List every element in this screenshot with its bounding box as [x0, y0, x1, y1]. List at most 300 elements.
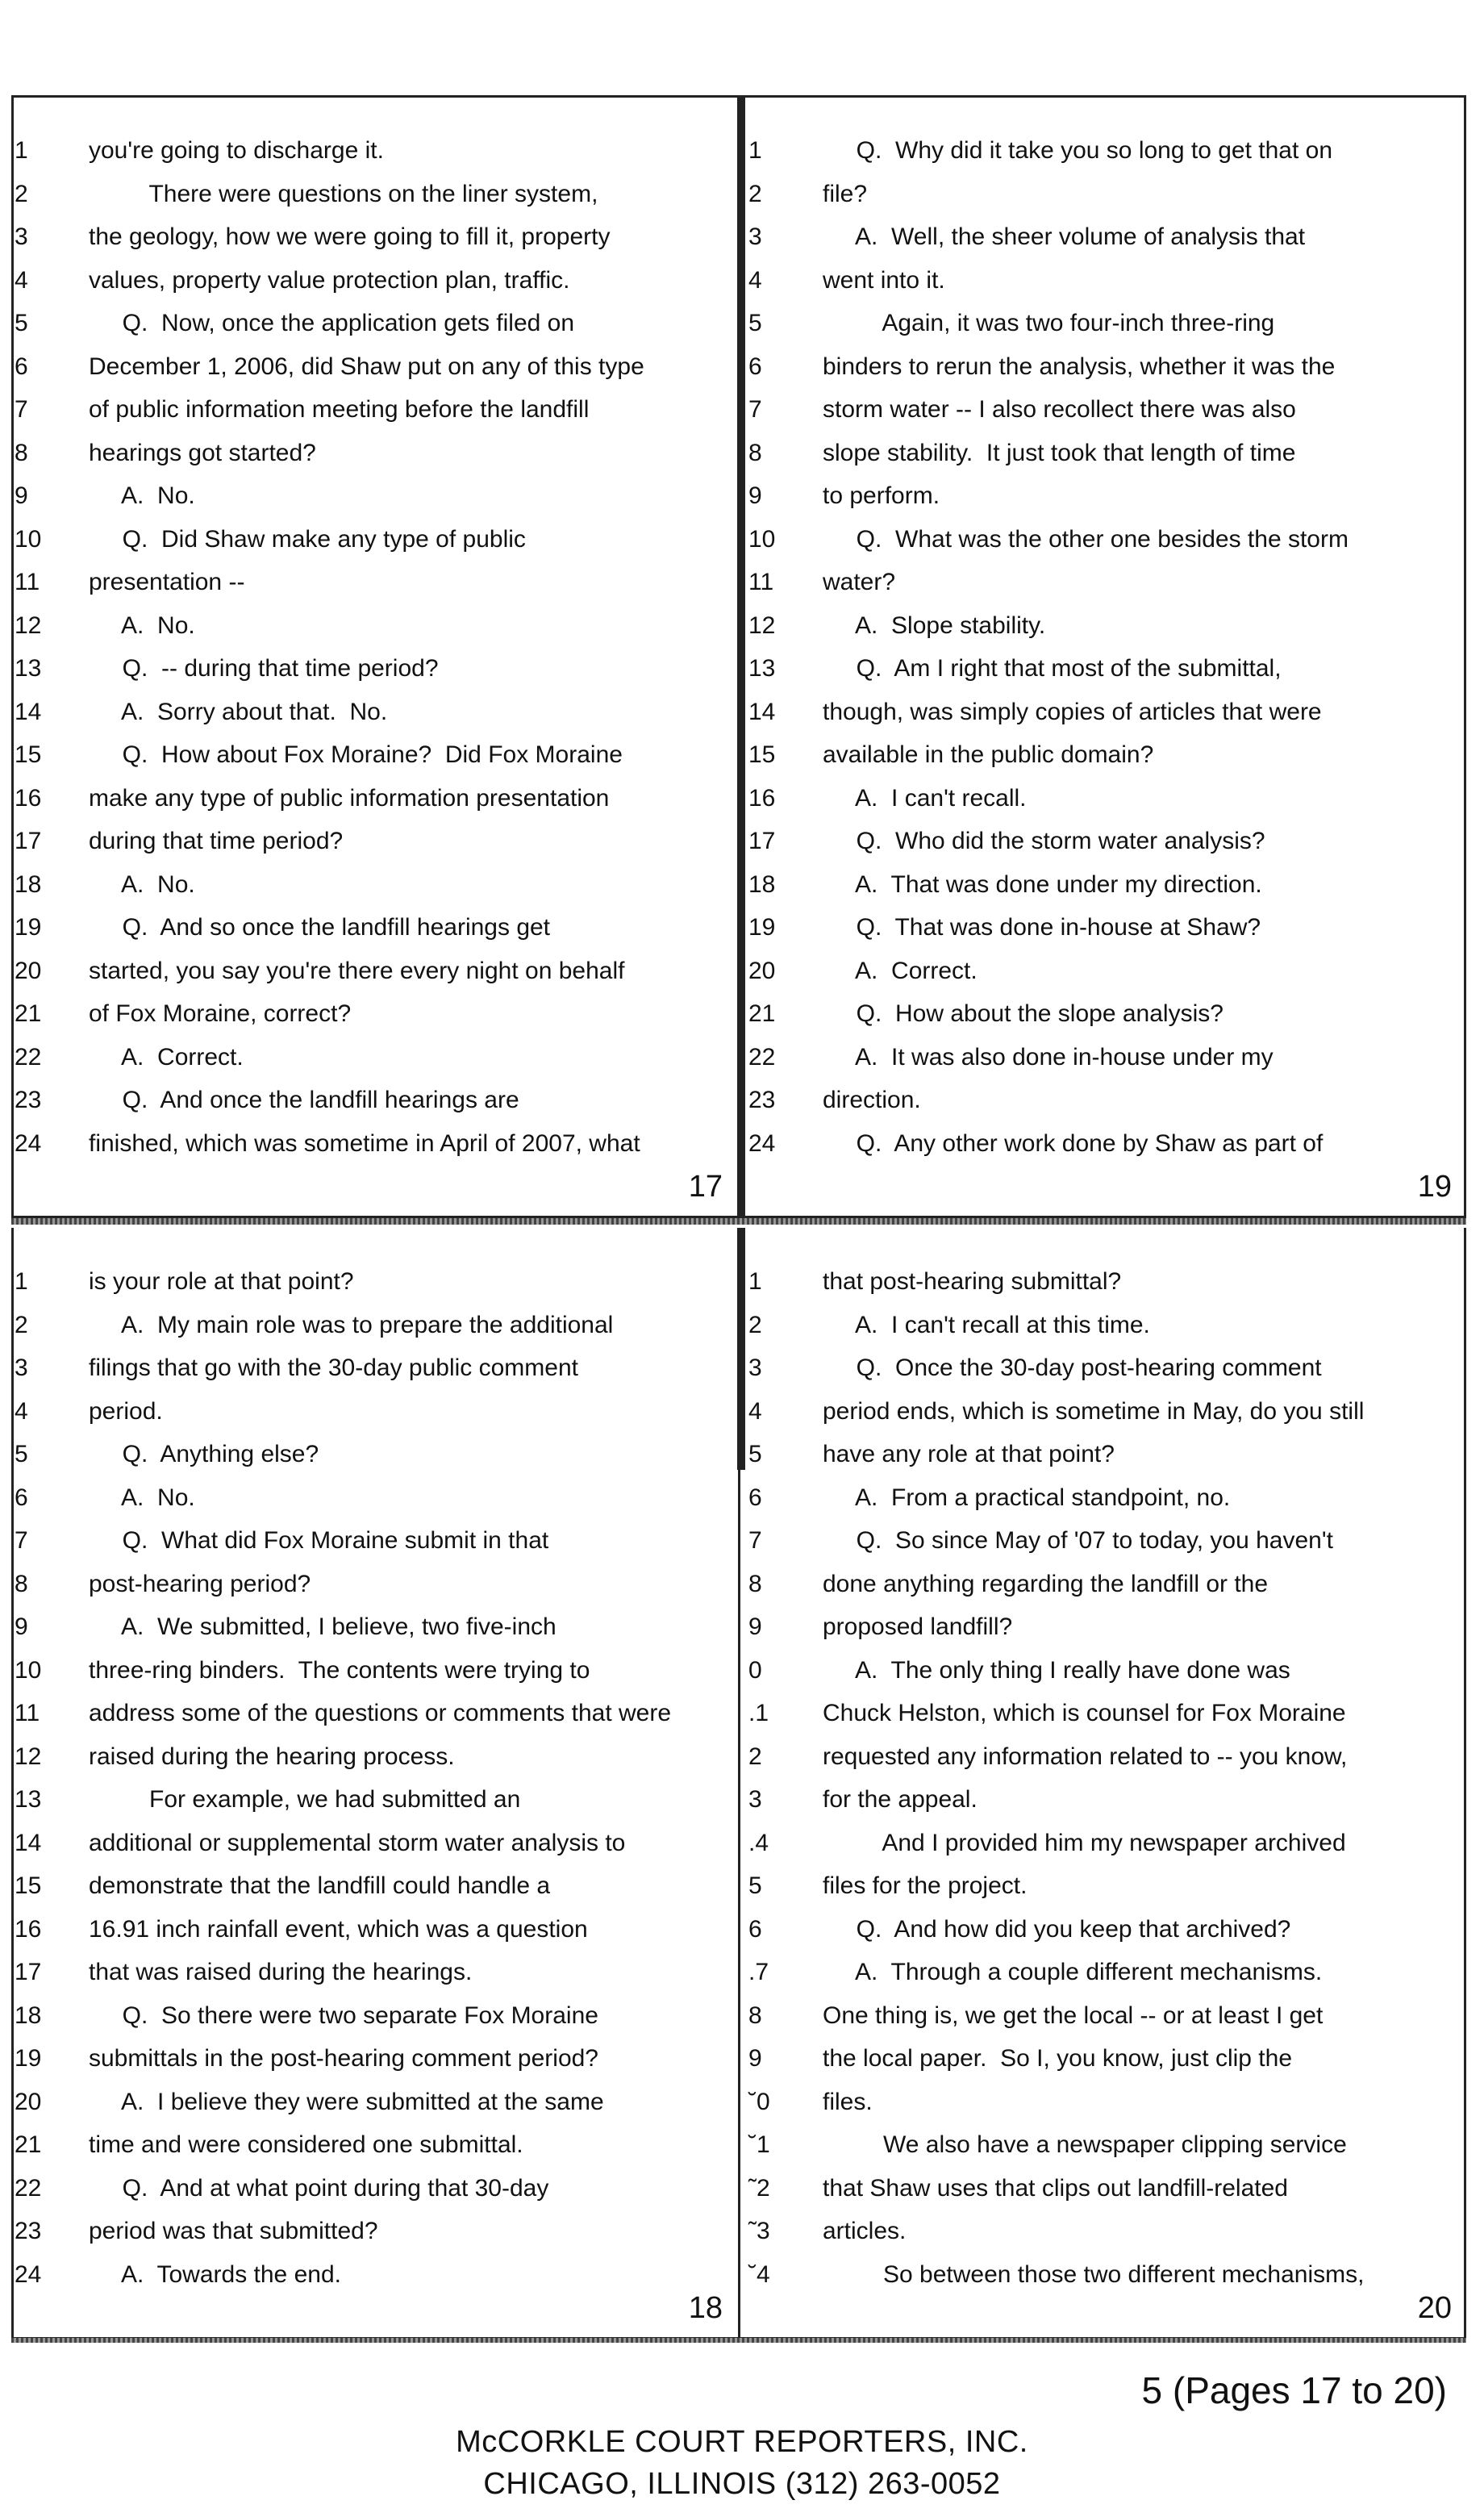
transcript-line — [745, 2210, 1466, 2253]
transcript-line — [11, 518, 737, 561]
line-number: 15 — [15, 1872, 42, 1899]
line-text: Q. And how did you keep that archived? — [823, 1915, 1291, 1943]
page-number: 18 — [688, 2291, 723, 2325]
line-number: 12 — [748, 612, 776, 639]
transcript-line — [745, 2253, 1466, 2297]
transcript-line — [11, 2210, 737, 2253]
line-number: 20 — [15, 957, 42, 984]
line-text: A. No. — [89, 1484, 195, 1511]
line-number: 17 — [748, 828, 776, 854]
line-text: that Shaw uses that clips out landfill-related — [823, 2174, 1288, 2202]
line-text: period ends, which is sometime in May, do you still — [823, 1397, 1365, 1425]
line-text: A. From a practical standpoint, no. — [823, 1484, 1231, 1511]
line-text: slope stability. It just took that length of time — [823, 439, 1296, 466]
line-number: 13 — [15, 655, 42, 682]
transcript-line — [11, 820, 737, 863]
transcript-line — [745, 950, 1466, 993]
line-text: file? — [823, 180, 868, 207]
transcript-line — [11, 950, 737, 993]
transcript-line — [11, 173, 737, 216]
line-number: ˘4 — [748, 2260, 770, 2288]
line-number: ˘1 — [748, 2131, 770, 2158]
line-text: raised during the hearing process. — [89, 1743, 455, 1770]
line-number: 17 — [15, 828, 42, 854]
line-number: 19 — [748, 914, 776, 941]
line-number: 1 — [15, 137, 28, 164]
line-number: 1 — [15, 1268, 28, 1295]
line-number: 22 — [15, 2174, 42, 2202]
line-text: Q. And at what point during that 30-day — [89, 2174, 549, 2202]
line-number: 6 — [15, 1484, 28, 1511]
transcript-line — [745, 1260, 1466, 1304]
line-number: ˘0 — [748, 2088, 770, 2115]
transcript-line — [745, 820, 1466, 863]
transcript-line — [11, 1951, 737, 1994]
transcript-line — [745, 2167, 1466, 2210]
line-text: period. — [89, 1397, 163, 1425]
line-text: A. I can't recall at this time. — [823, 1311, 1150, 1338]
line-text: make any type of public information presentation — [89, 784, 610, 812]
line-text: Q. Anything else? — [89, 1441, 319, 1467]
line-text: A. The only thing I really have done was — [823, 1656, 1290, 1684]
line-number: .1 — [748, 1700, 769, 1726]
transcript-line — [745, 691, 1466, 734]
line-text: files. — [823, 2088, 873, 2115]
transcript-line — [745, 1563, 1466, 1606]
line-number: 6 — [748, 1915, 762, 1943]
line-number: 18 — [15, 2001, 42, 2029]
line-number: 4 — [748, 266, 762, 294]
transcript-line — [745, 1864, 1466, 1908]
transcript-line — [11, 388, 737, 432]
line-text: Q. That was done in-house at Shaw? — [823, 914, 1261, 941]
line-text: of Fox Moraine, correct? — [89, 1000, 352, 1027]
transcript-line — [11, 777, 737, 820]
transcript-line — [745, 1822, 1466, 1865]
transcript-line — [745, 561, 1466, 604]
firm-name: McCORKLE COURT REPORTERS, INC. — [456, 2425, 1028, 2459]
transcript-line — [745, 1778, 1466, 1822]
transcript-page-18 — [11, 1260, 737, 2341]
pages-range-label: 5 (Pages 17 to 20) — [1141, 2369, 1447, 2411]
line-number: 2 — [15, 180, 28, 207]
transcript-line — [11, 1390, 737, 1434]
line-text: A. No. — [89, 870, 195, 898]
transcript-line — [11, 1778, 737, 1822]
transcript-line — [745, 906, 1466, 950]
transcript-line — [11, 2081, 737, 2124]
transcript-line — [745, 518, 1466, 561]
line-text: Again, it was two four-inch three-ring — [823, 310, 1275, 336]
line-number: 5 — [748, 1872, 762, 1899]
line-number: 23 — [748, 1087, 776, 1113]
line-number: 9 — [15, 482, 28, 509]
line-text: presentation -- — [89, 569, 245, 595]
line-number: 18 — [748, 870, 776, 898]
transcript-line — [11, 691, 737, 734]
line-number: 8 — [15, 1570, 28, 1597]
line-number: 6 — [15, 353, 28, 380]
line-text: We also have a newspaper clipping service — [823, 2131, 1347, 2158]
line-text: binders to rerun the analysis, whether it was the — [823, 353, 1336, 380]
line-text: A. My main role was to prepare the additional — [89, 1311, 614, 1338]
bottom-gutter-rule — [737, 1228, 745, 1470]
line-number: .4 — [748, 1829, 769, 1856]
line-text: For example, we had submitted an — [89, 1786, 521, 1813]
transcript-line — [11, 1563, 737, 1606]
transcript-line — [745, 1951, 1466, 1994]
line-text: the local paper. So I, you know, just clip the — [823, 2045, 1293, 2072]
line-text: articles. — [823, 2218, 907, 2244]
transcript-line — [11, 2037, 737, 2081]
line-text: post-hearing period? — [89, 1570, 311, 1597]
transcript-line — [745, 474, 1466, 518]
line-number: 11 — [748, 569, 774, 595]
line-text: files for the project. — [823, 1872, 1028, 1899]
line-text: A. I believe they were submitted at the same — [89, 2088, 604, 2115]
transcript-line — [745, 1692, 1466, 1735]
line-text: A. Well, the sheer volume of analysis that — [823, 223, 1306, 250]
transcript-line — [745, 1304, 1466, 1347]
line-text: A. Sorry about that. No. — [89, 698, 388, 725]
transcript-line — [11, 1304, 737, 1347]
line-text: address some of the questions or comments that were — [89, 1700, 672, 1726]
line-text: submittals in the post-hearing comment period? — [89, 2045, 598, 2072]
transcript-line — [11, 1735, 737, 1779]
line-text: Q. How about Fox Moraine? Did Fox Moraine — [89, 741, 623, 768]
line-text: period was that submitted? — [89, 2218, 378, 2244]
line-text: Chuck Helston, which is counsel for Fox Moraine — [823, 1700, 1346, 1726]
transcript-line — [11, 259, 737, 303]
transcript-line — [745, 215, 1466, 259]
line-number: 7 — [15, 396, 28, 423]
transcript-line — [745, 302, 1466, 345]
transcript-line — [11, 1346, 737, 1390]
line-number: 16 — [15, 1915, 42, 1943]
line-text: Q. So since May of '07 to today, you haven't — [823, 1527, 1333, 1554]
line-text: though, was simply copies of articles that were — [823, 698, 1322, 725]
transcript-line — [11, 432, 737, 475]
transcript-line — [11, 1605, 737, 1649]
line-text: Q. Why did it take you so long to get that on — [823, 137, 1333, 164]
transcript-line — [745, 2037, 1466, 2081]
transcript-line — [745, 863, 1466, 907]
line-text: 16.91 inch rainfall event, which was a question — [89, 1915, 588, 1943]
line-text: Q. Once the 30-day post-hearing comment — [823, 1355, 1322, 1381]
line-text: Q. Am I right that most of the submittal, — [823, 655, 1282, 682]
transcript-page-17 — [11, 129, 737, 1218]
transcript-line — [11, 1036, 737, 1079]
line-text: additional or supplemental storm water analysis to — [89, 1829, 626, 1856]
line-text: demonstrate that the landfill could handle a — [89, 1872, 551, 1899]
line-text: Q. And so once the landfill hearings get — [89, 914, 551, 941]
line-number: 8 — [748, 439, 762, 466]
transcript-line — [11, 1079, 737, 1122]
transcript-line — [11, 906, 737, 950]
line-number: 5 — [15, 310, 28, 336]
line-number: 3 — [15, 223, 28, 250]
transcript-line — [745, 1079, 1466, 1122]
line-number: 10 — [748, 525, 776, 553]
transcript-page-19 — [745, 129, 1466, 1218]
transcript-line — [11, 1864, 737, 1908]
line-number: 4 — [15, 266, 28, 294]
transcript-line — [11, 474, 737, 518]
transcript-line — [745, 992, 1466, 1036]
line-text: you're going to discharge it. — [89, 137, 384, 164]
line-number: 13 — [15, 1786, 42, 1813]
transcript-line — [11, 345, 737, 389]
line-text: available in the public domain? — [823, 741, 1154, 768]
line-text: started, you say you're there every night on behalf — [89, 957, 625, 984]
line-text: So between those two different mechanisms, — [823, 2260, 1365, 2288]
line-number: 1 — [748, 1268, 762, 1295]
transcript-line — [745, 777, 1466, 820]
transcript-line — [11, 1519, 737, 1563]
line-number: 21 — [15, 2131, 42, 2158]
transcript-line — [11, 215, 737, 259]
line-text: went into it. — [823, 266, 945, 294]
line-text: A. It was also done in-house under my — [823, 1043, 1273, 1071]
line-text: water? — [823, 569, 896, 595]
line-number: 10 — [15, 525, 42, 553]
transcript-line — [11, 1649, 737, 1693]
line-number: 8 — [748, 2001, 762, 2029]
line-text: hearings got started? — [89, 439, 316, 466]
line-number: 14 — [15, 1829, 42, 1856]
line-number: 2 — [748, 1743, 762, 1770]
line-number: 21 — [748, 1000, 776, 1027]
transcript-line — [745, 1476, 1466, 1520]
line-number: 1 — [748, 137, 762, 164]
line-number: 2 — [15, 1311, 28, 1338]
line-number: ˜2 — [748, 2174, 770, 2202]
line-number: 3 — [748, 1355, 762, 1381]
transcript-line — [745, 1036, 1466, 1079]
line-text: is your role at that point? — [89, 1268, 354, 1295]
line-number: ˜3 — [748, 2218, 770, 2244]
transcript-page-20 — [745, 1260, 1466, 2341]
line-text: A. Towards the end. — [89, 2260, 341, 2288]
line-number: 4 — [748, 1397, 762, 1425]
transcript-line — [11, 2253, 737, 2297]
line-text: A. No. — [89, 612, 195, 639]
line-number: 9 — [748, 482, 762, 509]
top-gutter-rule — [737, 95, 745, 1218]
transcript-line — [11, 647, 737, 691]
line-text: proposed landfill? — [823, 1613, 1013, 1640]
transcript-line — [745, 1605, 1466, 1649]
transcript-line — [11, 604, 737, 648]
transcript-line — [11, 2123, 737, 2167]
line-number: 15 — [15, 741, 42, 768]
line-text: direction. — [823, 1087, 921, 1113]
transcript-line — [11, 129, 737, 173]
line-number: 22 — [15, 1043, 42, 1071]
line-text: Q. Did Shaw make any type of public — [89, 525, 526, 553]
transcript-line — [11, 1476, 737, 1520]
line-text: done anything regarding the landfill or the — [823, 1570, 1269, 1597]
transcript-line — [745, 173, 1466, 216]
line-number: 7 — [15, 1527, 28, 1554]
line-text: There were questions on the liner system, — [89, 180, 598, 207]
line-number: 19 — [15, 2045, 42, 2072]
transcript-line — [11, 1122, 737, 1166]
page-number: 20 — [1417, 2291, 1452, 2325]
line-number: 0 — [748, 1656, 762, 1684]
line-number: 12 — [15, 1743, 42, 1770]
line-text: Q. Any other work done by Shaw as part of — [823, 1129, 1324, 1157]
line-number: 14 — [748, 698, 776, 725]
firm-address: CHICAGO, ILLINOIS (312) 263-0052 — [483, 2467, 1001, 2501]
line-number: 13 — [748, 655, 776, 682]
line-text: of public information meeting before the landfill — [89, 396, 590, 423]
line-number: 6 — [748, 1484, 762, 1511]
line-text: A. Correct. — [89, 1043, 244, 1071]
line-number: 2 — [748, 1311, 762, 1338]
line-text: time and were considered one submittal. — [89, 2131, 523, 2158]
transcript-line — [745, 345, 1466, 389]
transcript-line — [11, 1994, 737, 2038]
line-text: finished, which was sometime in April of 2007, what — [89, 1129, 640, 1157]
line-text: to perform. — [823, 482, 940, 509]
line-number: 11 — [15, 569, 40, 595]
line-number: 5 — [15, 1441, 28, 1467]
line-number: 24 — [748, 1129, 776, 1157]
transcript-line — [11, 1908, 737, 1951]
line-number: .7 — [748, 1959, 769, 1985]
line-text: A. Slope stability. — [823, 612, 1046, 639]
transcript-line — [745, 432, 1466, 475]
transcript-line — [745, 2123, 1466, 2167]
line-text: that post-hearing submittal? — [823, 1268, 1122, 1295]
line-text: Q. Who did the storm water analysis? — [823, 828, 1265, 854]
line-number: 7 — [748, 1527, 762, 1554]
line-text: values, property value protection plan, traffic. — [89, 266, 570, 294]
line-number: 10 — [15, 1656, 42, 1684]
transcript-line — [745, 1433, 1466, 1476]
line-number: 15 — [748, 741, 776, 768]
transcript-line — [745, 604, 1466, 648]
line-number: 3 — [748, 1786, 762, 1813]
transcript-line — [745, 1122, 1466, 1166]
line-number: 9 — [748, 1613, 762, 1640]
transcript-line — [745, 1390, 1466, 1434]
line-number: 20 — [748, 957, 776, 984]
line-text: the geology, how we were going to fill it, property — [89, 223, 611, 250]
transcript-line — [745, 2081, 1466, 2124]
transcript-line — [745, 1994, 1466, 2038]
line-text: requested any information related to -- you know, — [823, 1743, 1348, 1770]
line-text: One thing is, we get the local -- or at least I get — [823, 2001, 1324, 2029]
line-number: 22 — [748, 1043, 776, 1071]
transcript-line — [745, 388, 1466, 432]
page-number: 19 — [1417, 1170, 1452, 1204]
line-number: 16 — [748, 784, 776, 812]
line-number: 18 — [15, 870, 42, 898]
transcript-line — [11, 733, 737, 777]
line-number: 3 — [15, 1355, 28, 1381]
line-number: 7 — [748, 396, 762, 423]
line-text: A. I can't recall. — [823, 784, 1027, 812]
line-number: 6 — [748, 353, 762, 380]
line-text: storm water -- I also recollect there was also — [823, 396, 1296, 423]
line-text: A. Correct. — [823, 957, 978, 984]
line-number: 23 — [15, 2218, 42, 2244]
line-number: 16 — [15, 784, 42, 812]
transcript-line — [11, 1260, 737, 1304]
line-number: 9 — [748, 2045, 762, 2072]
line-text: December 1, 2006, did Shaw put on any of this type — [89, 353, 644, 380]
transcript-line — [11, 863, 737, 907]
line-number: 19 — [15, 914, 42, 941]
line-number: 5 — [748, 310, 762, 336]
line-text: A. Through a couple different mechanisms. — [823, 1959, 1323, 1985]
line-text: A. That was done under my direction. — [823, 870, 1262, 898]
transcript-line — [11, 1433, 737, 1476]
line-text: three-ring binders. The contents were trying to — [89, 1656, 590, 1684]
line-number: 24 — [15, 1129, 42, 1157]
line-text: And I provided him my newspaper archived — [823, 1829, 1346, 1856]
transcript-line — [745, 1735, 1466, 1779]
line-number: 9 — [15, 1613, 28, 1640]
transcript-line — [745, 647, 1466, 691]
line-number: 17 — [15, 1959, 42, 1985]
line-text: A. We submitted, I believe, two five-inch — [89, 1613, 556, 1640]
line-text: that was raised during the hearings. — [89, 1959, 473, 1985]
transcript-line — [745, 1346, 1466, 1390]
line-number: 21 — [15, 1000, 42, 1027]
line-number: 8 — [748, 1570, 762, 1597]
line-text: Q. And once the landfill hearings are — [89, 1087, 519, 1113]
line-number: 8 — [15, 439, 28, 466]
line-text: A. No. — [89, 482, 195, 509]
transcript-line — [745, 1908, 1466, 1951]
transcript-line — [745, 259, 1466, 303]
transcript-line — [11, 1822, 737, 1865]
transcript-line — [745, 1519, 1466, 1563]
line-text: during that time period? — [89, 828, 344, 854]
transcript-line — [745, 129, 1466, 173]
line-text: Q. What did Fox Moraine submit in that — [89, 1527, 549, 1554]
line-number: 2 — [748, 180, 762, 207]
line-number: 24 — [15, 2260, 42, 2288]
transcript-line — [745, 733, 1466, 777]
line-text: filings that go with the 30-day public comment — [89, 1355, 578, 1381]
line-text: Q. -- during that time period? — [89, 655, 439, 682]
transcript-line — [11, 1692, 737, 1735]
line-text: Q. So there were two separate Fox Moraine — [89, 2001, 598, 2029]
middle-separator — [11, 1218, 1466, 1225]
line-number: 14 — [15, 698, 42, 725]
line-number: 20 — [15, 2088, 42, 2115]
line-number: 11 — [15, 1700, 40, 1726]
transcript-line — [11, 561, 737, 604]
line-number: 12 — [15, 612, 42, 639]
line-number: 5 — [748, 1441, 762, 1467]
transcript-line — [11, 992, 737, 1036]
line-text: have any role at that point? — [823, 1441, 1115, 1467]
line-text: for the appeal. — [823, 1786, 978, 1813]
line-number: 3 — [748, 223, 762, 250]
line-number: 23 — [15, 1087, 42, 1113]
page-number: 17 — [688, 1170, 723, 1204]
line-number: 4 — [15, 1397, 28, 1425]
transcript-line — [11, 2167, 737, 2210]
transcript-line — [745, 1649, 1466, 1693]
transcript-line — [11, 302, 737, 345]
line-text: Q. How about the slope analysis? — [823, 1000, 1223, 1027]
